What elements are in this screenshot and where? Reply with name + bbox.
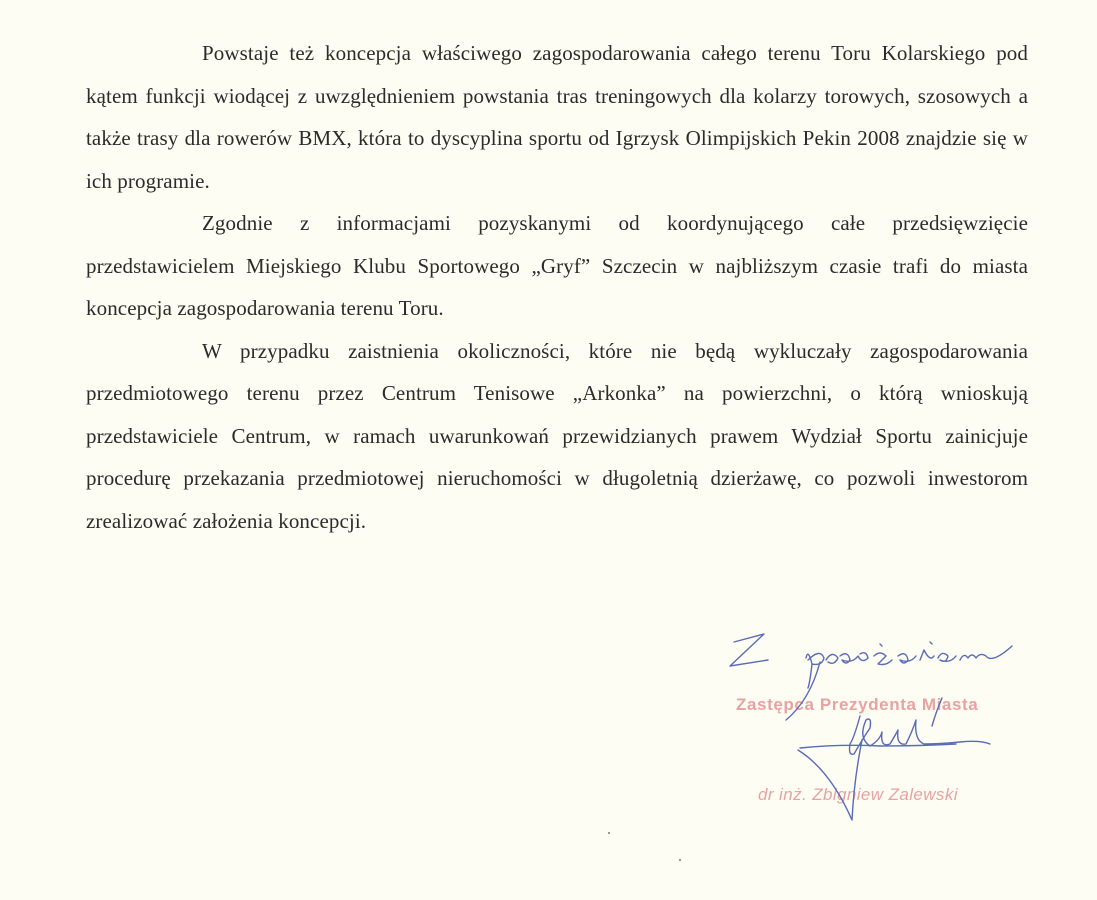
stamp-title: Zastępca Prezydenta Miasta (736, 695, 979, 714)
scan-speck (679, 859, 681, 861)
paragraph-track-concept: Powstaje też koncepcja właściwego zagospodarowania całego terenu Toru Kolarskiego pod kątem funkcji wiodącej z uwzględnieniem powstania tras treningowych dla kolarzy torowych, szosowych a także trasy dla rowerów BMX, która to dyscyplina sportu od Igrzysk Olimpijskich Pekin 2008 znajdzie się w ich programie. (86, 41, 1028, 193)
paragraph-arkonka-lease: W przypadku zaistnienia okoliczności, które nie będą wykluczały zagospodarowania przedmiotowego terenu przez Centrum Tenisowe „Arkonka” na powierzchni, o którą wnioskują przedstawiciele Centrum, w ramach uwarunkowań przewidzianych prawem Wydział Sportu zainicjuje procedurę przekazania przedmiotowej nieruchomości w długoletnią dzierżawę, co pozwoli inwestorom zrealizować założenia koncepcji. (86, 338, 1028, 533)
stamp-name: dr inż. Zbigniew Zalewski (758, 785, 958, 804)
paragraph-gryf-club: Zgodnie z informacjami pozyskanymi od koordynującego całe przedsięwzięcie przedstawicielem Miejskiego Klubu Sportowego „Gryf” Szczecin w najbliższym czasie trafi do miasta koncepcja zagospodarowania terenu Toru. (86, 211, 1028, 320)
handwritten-signature (720, 620, 1040, 840)
scan-speck (608, 832, 610, 834)
letter-body (86, 32, 1028, 542)
